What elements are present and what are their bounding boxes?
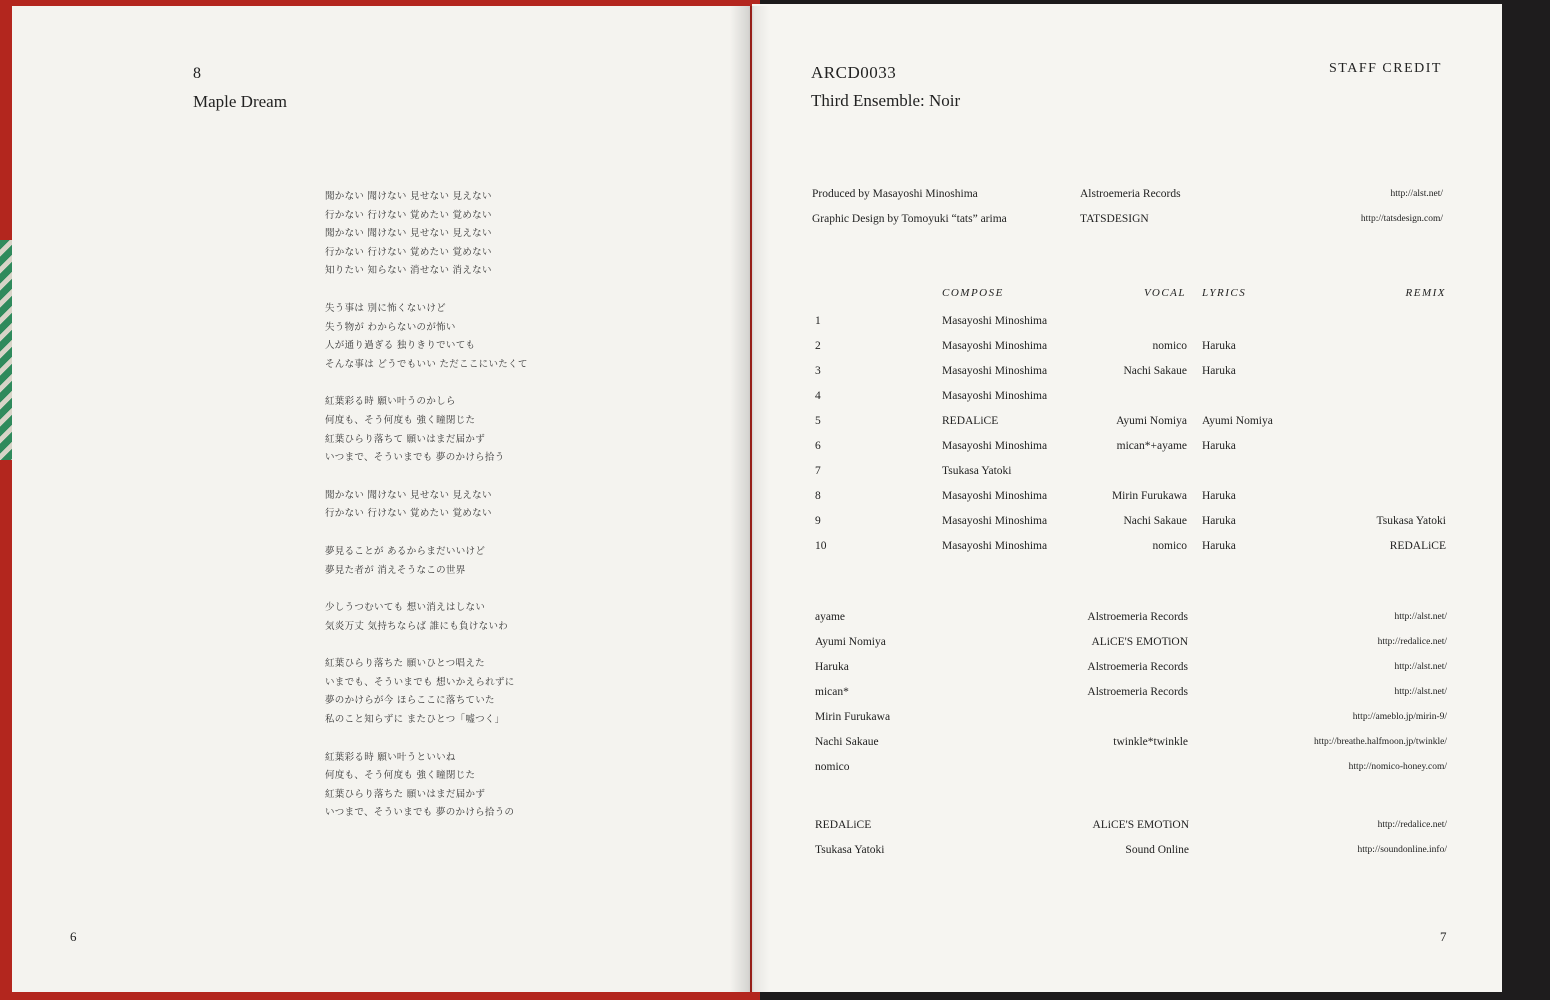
track-composer: Tsukasa Yatoki [942, 465, 1012, 477]
track-vocal: Mirin Furukawa [1111, 490, 1187, 502]
album-title: Third Ensemble: Noir [811, 91, 961, 110]
track-title: Maple Dream [193, 92, 287, 111]
header-compose: COMPOSE [942, 287, 1004, 299]
production-org: TATSDESIGN [1080, 213, 1149, 225]
production-url: http://alst.net/ [1390, 189, 1443, 199]
lyric-line: 紅葉ひらり落ちた 願いはまだ届かず [325, 788, 486, 800]
track-row-number: 8 [815, 490, 821, 502]
page-number-left: 6 [70, 929, 77, 944]
lyric-line: 紅葉ひらり落ちた 願いひとつ唱えた [325, 658, 485, 670]
artist-url: http://ameblo.jp/mirin-9/ [1352, 712, 1447, 722]
track-row-number: 3 [815, 365, 821, 377]
track-composer: Masayoshi Minoshima [942, 490, 1048, 502]
lyric-stanza [325, 543, 585, 580]
track-row-number: 1 [815, 315, 821, 327]
header-lyrics: LYRICS [1202, 287, 1247, 299]
lyric-line: 失う事は 別に怖くないけど [325, 302, 446, 314]
remixer-org: Sound Online [1125, 844, 1189, 856]
lyric-line: 聞かない 聞けない 見せない 見えない [325, 191, 492, 202]
artist-url: http://nomico-honey.com/ [1348, 762, 1447, 772]
lyric-line: 行かない 行けない 覚めたい 覚めない [325, 246, 492, 258]
lyric-line: 行かない 行けない 覚めたい 覚めない [325, 508, 492, 520]
lyric-line: いつまで、そういまでも 夢のかけら拾う [325, 452, 505, 464]
production-url: http://tatsdesign.com/ [1360, 214, 1443, 224]
artist-name: Nachi Sakaue [815, 736, 879, 748]
track-lyricist: Haruka [1202, 340, 1236, 352]
lyric-stanza [325, 300, 585, 374]
remixer-org: ALiCE'S EMOTiON [1092, 819, 1189, 831]
artist-org: Alstroemeria Records [1087, 686, 1188, 698]
lyric-line: 紅葉ひらり落ちて 願いはまだ届かず [325, 433, 486, 445]
artist-url: http://alst.net/ [1394, 662, 1447, 672]
track-composer: Masayoshi Minoshima [942, 440, 1048, 452]
track-lyricist: Ayumi Nomiya [1202, 415, 1273, 427]
track-row-number: 10 [815, 540, 827, 552]
track-row-number: 2 [815, 340, 821, 352]
artist-name: Haruka [815, 661, 849, 673]
remixer-url: http://soundonline.info/ [1357, 845, 1447, 855]
track-row-number: 7 [815, 465, 821, 477]
track-lyricist: Haruka [1202, 365, 1236, 377]
lyrics-block [325, 188, 585, 842]
artist-org: Alstroemeria Records [1087, 611, 1188, 623]
artist-name: nomico [815, 761, 850, 773]
lyric-line: 失う物が わからないのが怖い [325, 321, 456, 333]
lyric-line: 何度も、そう何度も 強く瞳閉じた [325, 414, 476, 426]
artist-org: twinkle*twinkle [1113, 736, 1188, 748]
lyric-stanza [325, 393, 585, 467]
lyric-line: 紅葉彩る時 願い叶うのかしら [325, 396, 456, 408]
lyric-line: 紅葉彩る時 願い叶うといいね [325, 751, 456, 763]
lyric-line: 少しうつむいても 想い消えはしない [325, 602, 486, 614]
remixer-name: Tsukasa Yatoki [815, 844, 885, 856]
track-remixer: Tsukasa Yatoki [1376, 515, 1446, 527]
lyric-line: 夢見た者が 消えそうなこの世界 [325, 564, 466, 576]
header-vocal: VOCAL [1143, 287, 1186, 299]
track-composer: Masayoshi Minoshima [942, 365, 1048, 377]
artist-url: http://redalice.net/ [1377, 637, 1447, 647]
lyric-stanza [325, 487, 585, 524]
catalog-number: ARCD0033 [811, 63, 897, 82]
artist-name: ayame [815, 611, 846, 623]
lyric-line: 行かない 行けない 覚めたい 覚めない [325, 209, 492, 221]
lyric-line: いまでも、そういまでも 想いかえられずに [325, 676, 515, 688]
track-lyricist: Haruka [1202, 490, 1236, 502]
lyric-stanza [325, 599, 585, 636]
lyric-line: 私のこと知らずに またひとつ「嘘つく」 [325, 714, 505, 726]
artist-url: http://alst.net/ [1394, 612, 1447, 622]
track-row-number: 5 [815, 415, 821, 427]
header-remix: REMIX [1405, 287, 1446, 299]
track-vocal: Ayumi Nomiya [1116, 415, 1187, 427]
lyric-stanza [325, 188, 585, 281]
lyric-line: いつまで、そういまでも 夢のかけら拾うの [325, 807, 515, 819]
production-role: Produced by Masayoshi Minoshima [812, 188, 978, 200]
track-vocal: nomico [1152, 340, 1187, 352]
lyric-stanza [325, 749, 585, 823]
track-vocal: Nachi Sakaue [1123, 515, 1187, 527]
section-title: STAFF CREDIT [1329, 61, 1442, 76]
lyric-line: 知りたい 知らない 消せない 消えない [325, 265, 492, 277]
artist-name: Ayumi Nomiya [815, 636, 886, 648]
track-row-number: 4 [815, 390, 821, 402]
artist-name: Mirin Furukawa [815, 711, 891, 723]
remixer-url: http://redalice.net/ [1377, 820, 1447, 830]
track-lyricist: Haruka [1202, 440, 1236, 452]
page-number-right: 7 [1440, 929, 1447, 944]
lyric-line: 何度も、そう何度も 強く瞳閉じた [325, 770, 476, 782]
track-row-number: 9 [815, 515, 821, 527]
track-composer: Masayoshi Minoshima [942, 390, 1048, 402]
track-composer: Masayoshi Minoshima [942, 515, 1048, 527]
lyric-line: 夢見ることが あるからまだいいけど [325, 545, 486, 557]
track-remixer: REDALiCE [1389, 540, 1446, 552]
track-composer: Masayoshi Minoshima [942, 340, 1048, 352]
artist-url: http://alst.net/ [1394, 687, 1447, 697]
production-role: Graphic Design by Tomoyuki “tats” arima [812, 213, 1007, 225]
track-vocal: nomico [1152, 540, 1187, 552]
lyric-line: 聞かない 聞けない 見せない 見えない [325, 228, 492, 240]
lyric-line: 夢のかけらが今 ほらここに落ちていた [325, 695, 495, 707]
track-composer: Masayoshi Minoshima [942, 315, 1048, 327]
artist-org: Alstroemeria Records [1087, 661, 1188, 673]
remixer-name: REDALiCE [815, 819, 872, 831]
lyric-line: 気炎万丈 気持ちならば 誰にも負けないわ [325, 620, 509, 632]
lyric-line: 聞かない 聞けない 見せない 見えない [325, 489, 492, 501]
artist-org: ALiCE'S EMOTiON [1091, 636, 1188, 648]
artist-name: mican* [815, 686, 849, 698]
artist-url: http://breathe.halfmoon.jp/twinkle/ [1314, 737, 1447, 747]
lyric-stanza [325, 655, 585, 729]
track-row-number: 6 [815, 440, 821, 452]
production-org: Alstroemeria Records [1080, 188, 1181, 200]
track-vocal: Nachi Sakaue [1123, 365, 1187, 377]
track-lyricist: Haruka [1202, 540, 1236, 552]
lyric-line: そんな事は どうでもいい ただここにいたくて [325, 358, 528, 370]
track-vocal: mican*+ayame [1116, 440, 1187, 452]
track-composer: REDALiCE [942, 415, 999, 427]
track-lyricist: Haruka [1202, 515, 1236, 527]
track-composer: Masayoshi Minoshima [942, 540, 1048, 552]
lyric-line: 人が通り過ぎる 独りきりでいても [325, 340, 476, 352]
track-number: 8 [193, 65, 201, 82]
